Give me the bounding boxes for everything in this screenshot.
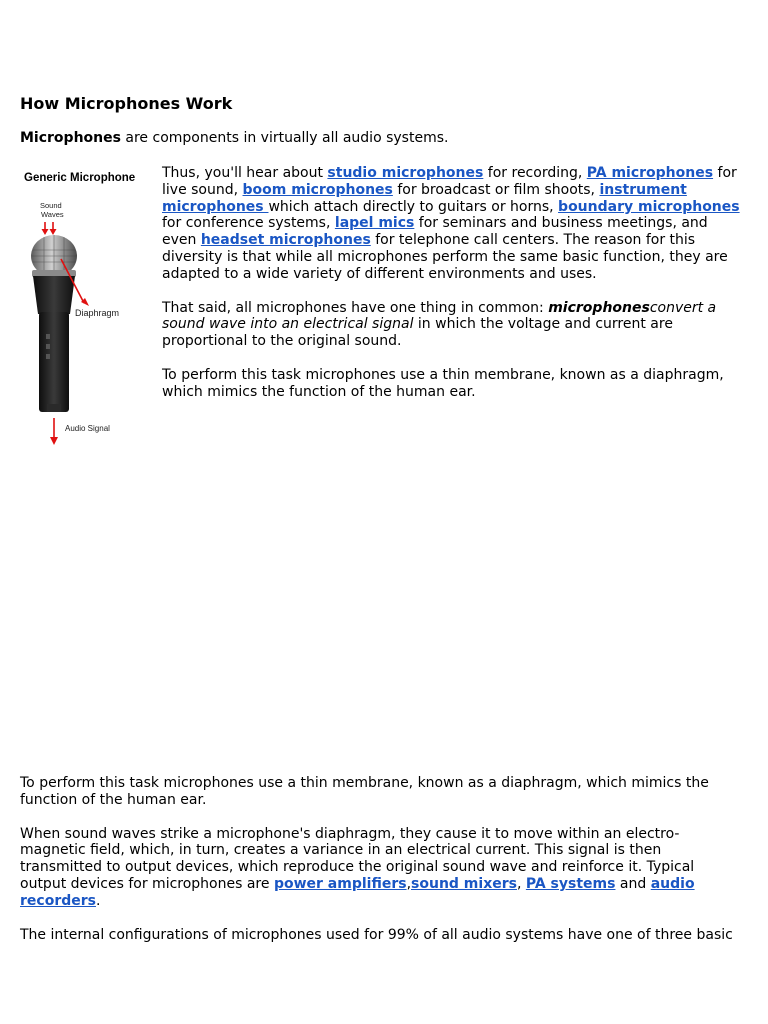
page-title: How Microphones Work [20,94,233,113]
configurations-paragraph: The internal configurations of microphones used for 99% of all audio systems have one of three basic [20,926,733,943]
emphasis-microphones: microphones [548,299,650,316]
text-span: for live sound, [162,165,737,198]
text-span: for recording, [483,165,587,181]
text-span: for conference systems, [162,215,335,232]
link-power-amplifiers[interactable]: power amplifiers [273,875,407,892]
text-span: for seminars and business meetings, and even [162,215,708,249]
sound-wave-arrows [42,222,57,235]
text-span: , [516,875,526,892]
link-pa-systems[interactable]: PA systems [525,875,616,892]
audio-signal-label: Audio Signal [65,424,110,433]
sound-waves-label-1: Sound [40,201,62,210]
text-span: That said, all microphones have one thing in common: [162,299,549,316]
link-lapel-mics[interactable]: lapel mics [334,215,415,232]
link-audio-recorders[interactable]: audio recorders [20,875,695,909]
sound-waves-label-2: Waves [41,210,64,219]
figure-caption: Generic Microphone [24,172,136,184]
intro-paragraph [20,130,740,147]
diaphragm-paragraph: To perform this task microphones use a thin membrane, known as a diaphragm, which mimics the function of the human ear. [162,366,724,400]
intro-text: are components in virtually all audio systems. [120,130,449,146]
text-span: . [95,892,101,909]
intro-bold-term: Microphones [20,130,121,146]
text-span: in which the voltage and current are proportional to the original sound. [162,316,673,350]
sound-waves-paragraph [20,826,742,910]
text-span: for telephone call centers. The reason for this diversity is that while all microphones perform the same basic function, they are adapted to a wide variety of different environments and uses. [162,232,728,282]
link-sound-mixers[interactable]: sound mixers [411,875,517,892]
audio-signal-arrow [50,418,58,445]
text-span: for broadcast or film shoots, [392,181,600,198]
common-function-paragraph [162,300,742,350]
microphone-illustration [31,235,77,412]
link-boom-microphones[interactable]: boom microphones [242,181,393,198]
link-headset-microphones[interactable]: headset microphones [200,232,371,249]
link-boundary-microphones[interactable]: boundary microphones [558,198,740,215]
link-instrument-microphones[interactable]: instrument microphones [162,181,687,215]
right-column-text [162,165,742,418]
diaphragm-label: Diaphragm [75,308,120,318]
link-pa-microphones[interactable]: PA microphones [586,165,714,181]
diaphragm-paragraph-repeat: To perform this task microphones use a thin membrane, known as a diaphragm, which mimics the function of the human ear. [20,775,709,808]
lower-text-section [20,775,742,960]
text-span: and [615,875,651,892]
text-span: When sound waves strike a microphone's diaphragm, they cause it to move within an electro-magnetic field, which, in turn, creates a variance in an electrical current. This signal is then transmitted to output devices, which reproduce the original sound wave and reinforce it. Typical output devices for microphones are [20,825,695,892]
text-span: which attach directly to guitars or horns, [268,198,559,215]
microphone-types-paragraph [162,165,742,283]
text-span: , [406,875,412,892]
link-studio-microphones[interactable]: studio microphones [327,165,484,181]
emphasis-convert: convert a sound wave into an electrical signal [162,299,717,333]
generic-microphone-figure [20,164,155,449]
text-span: Thus, you'll hear about [162,165,328,181]
